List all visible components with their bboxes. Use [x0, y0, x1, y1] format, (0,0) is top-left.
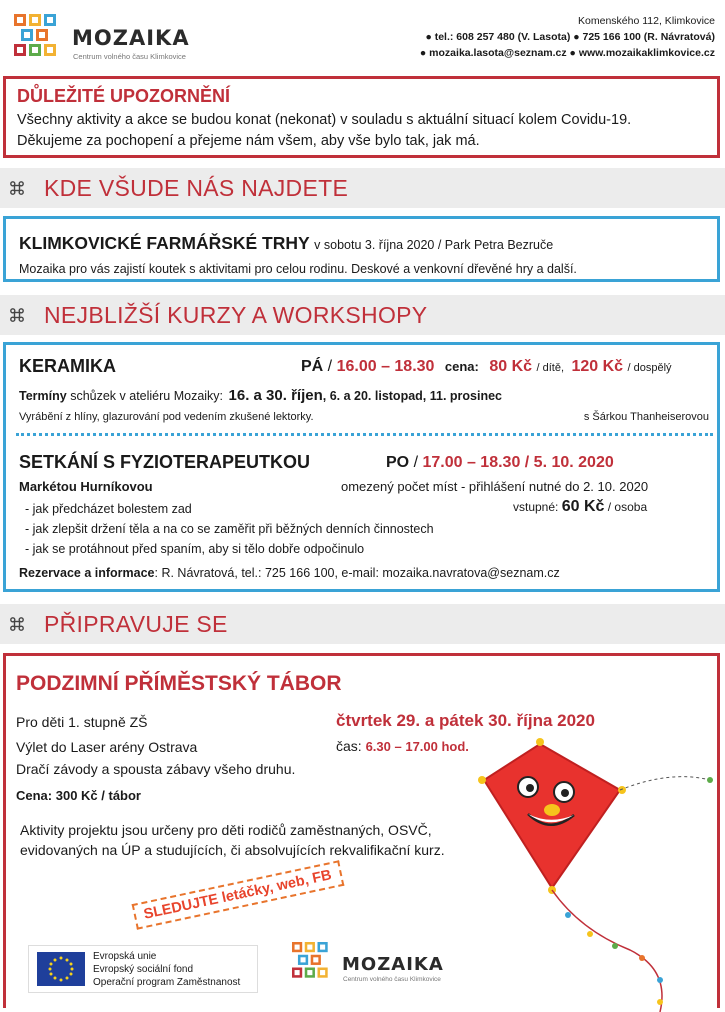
follow-us-stamp: SLEDUJTE letáčky, web, FB [132, 860, 344, 929]
section-band-upcoming [0, 604, 725, 644]
footer-logo [292, 942, 462, 990]
keramika-adult-unit: / dospělý [627, 362, 672, 374]
keramika-price-adult: 120 Kč [571, 358, 624, 375]
command-key-icon [10, 181, 24, 195]
keramika-time: 16.00 – 18.30 [336, 358, 435, 375]
header-email-web: ● mozaika.lasota@seznam.cz ● www.mozaikaklimkovice.cz [419, 47, 715, 59]
farm-market-heading [19, 233, 553, 254]
camp-note-2: evidovaných na ÚP a studujících, či absolvujících rekvalifikační kurz. [20, 842, 445, 858]
fyzio-fee [513, 498, 647, 516]
keramika-price-child: 80 Kč [489, 358, 533, 375]
command-key-icon [10, 617, 24, 631]
command-key-icon [10, 308, 24, 322]
logo-subtitle: Centrum volného času Klimkovice [73, 52, 186, 61]
fyzio-day: PO [386, 454, 410, 471]
mozaika-tiles-icon [14, 14, 60, 60]
farm-market-desc: Mozaika pro vás zajistí koutek s aktivitami pro celou rodinu. Deskové a venkovní dřevěné hry a další. [19, 262, 577, 276]
section-title-where: KDE VŠUDE NÁS NAJDETE [44, 174, 349, 201]
fyzio-bullet-2: - jak zlepšit držení těla a na co se zaměřit při běžných denních činnostech [25, 522, 434, 536]
camp-note-1: Aktivity projektu jsou určeny pro děti rodičů zaměstnaných, OSVČ, [20, 822, 432, 838]
eu-line-3: Operační program Zaměstnanost [93, 977, 241, 988]
section-band-courses [0, 295, 725, 335]
notice-line-1: Všechny aktivity a akce se budou konat (nekonat) v souladu s aktuální situací kolem Covidu-19. [17, 112, 632, 128]
camp-price: Cena: 300 Kč / tábor [16, 788, 141, 803]
keramika-terms-text: schůzek v ateliéru Mozaiky: [70, 389, 224, 403]
keramika-desc: Vyrábění z hlíny, glazurování pod vedením zkušené lektorky. [19, 411, 314, 423]
fyzio-name: Markétou Hurníkovou [19, 479, 153, 494]
fyzio-fee-label: vstupné: [513, 500, 559, 514]
notice-title: DŮLEŽITÉ UPOZORNĚNÍ [17, 86, 231, 106]
fyzio-contact-label: Rezervace a informace [19, 566, 155, 580]
keramika-terms-rest: , 6. a 20. listopad, 11. prosinec [322, 389, 502, 403]
header-phones: ● tel.: 608 257 480 (V. Lasota) ● 725 166 100 (R. Návratová) [425, 31, 715, 43]
fyzio-bullet-3: - jak se protáhnout před spaním, aby si tělo dobře odpočinulo [25, 542, 365, 556]
fyzio-time-date: 17.00 – 18.30 / 5. 10. 2020 [422, 454, 614, 471]
keramika-terms-label: Termíny [19, 389, 67, 403]
keramika-schedule [301, 358, 672, 376]
header-logo [14, 14, 214, 62]
courses-box [3, 342, 720, 592]
fyzio-contact-text: : R. Návratová, tel.: 725 166 100, e-mail: mozaika.navratova@seznam.cz [154, 566, 560, 580]
fyzio-fee-unit: / osoba [607, 500, 648, 514]
footer-logo-subtitle: Centrum volného času Klimkovice [343, 976, 441, 983]
fyzio-limit: omezený počet míst - přihlášení nutné do 2. 10. 2020 [341, 479, 649, 494]
camp-time [336, 738, 469, 754]
camp-title: PODZIMNÍ PŘÍMĚSTSKÝ TÁBOR [16, 672, 342, 695]
header-address: Komenského 112, Klimkovice [578, 15, 715, 27]
fyzio-bullet-1: - jak předcházet bolestem zad [25, 502, 192, 516]
keramika-teacher: s Šárkou Thanheiserovou [583, 411, 709, 423]
footer-logo-wordmark: MOZAIKA [342, 954, 444, 975]
eu-line-1: Evropská unie [93, 951, 157, 962]
section-band-where [0, 168, 725, 208]
section-divider [16, 433, 713, 436]
camp-dates: čtvrtek 29. a pátek 30. října 2020 [336, 711, 595, 730]
section-title-courses: NEJBLIŽŠÍ KURZY A WORKSHOPY [44, 301, 428, 328]
eu-line-2: Evropský sociální fond [93, 964, 194, 975]
keramika-terms-oct: 16. a 30. říjen [228, 387, 323, 404]
fyzio-sep: / [409, 454, 423, 471]
camp-time-value: 6.30 – 17.00 hod. [365, 739, 469, 754]
farm-market-box [3, 216, 720, 282]
camp-trip: Výlet do Laser arény Ostrava [16, 739, 198, 755]
section-title-upcoming: PŘIPRAVUJE SE [44, 610, 228, 637]
logo-wordmark: MOZAIKA [72, 26, 190, 50]
farm-market-title: KLIMKOVICKÉ FARMÁŘSKÉ TRHY [19, 233, 310, 253]
eu-flag-icon [37, 952, 85, 986]
eu-logo [28, 945, 258, 993]
camp-fun: Dračí závody a spousta zábavy všeho druhu. [16, 761, 296, 777]
keramika-sep: / [323, 358, 337, 375]
mozaika-tiles-icon [292, 942, 331, 981]
camp-for: Pro děti 1. stupně ZŠ [16, 714, 148, 730]
notice-line-2: Děkujeme za pochopení a přejeme nám všem, aby vše bylo tak, jak má. [17, 133, 480, 149]
farm-market-when: v sobotu 3. října 2020 / Park Petra Bezruče [314, 238, 554, 252]
fyzio-schedule [386, 454, 614, 472]
keramika-terms [19, 387, 502, 404]
fyzio-contact [19, 566, 560, 580]
keramika-title: KERAMIKA [19, 356, 116, 376]
fyzio-fee-value: 60 Kč [561, 498, 605, 515]
fyzio-title: SETKÁNÍ S FYZIOTERAPEUTKOU [19, 452, 311, 472]
keramika-price-label: cena: [444, 359, 479, 374]
kite-illustration [470, 730, 720, 1012]
camp-time-label: čas: [336, 738, 362, 754]
notice-box [3, 76, 720, 158]
keramika-day: PÁ [301, 358, 324, 375]
keramika-child-unit: / dítě, [536, 362, 565, 374]
